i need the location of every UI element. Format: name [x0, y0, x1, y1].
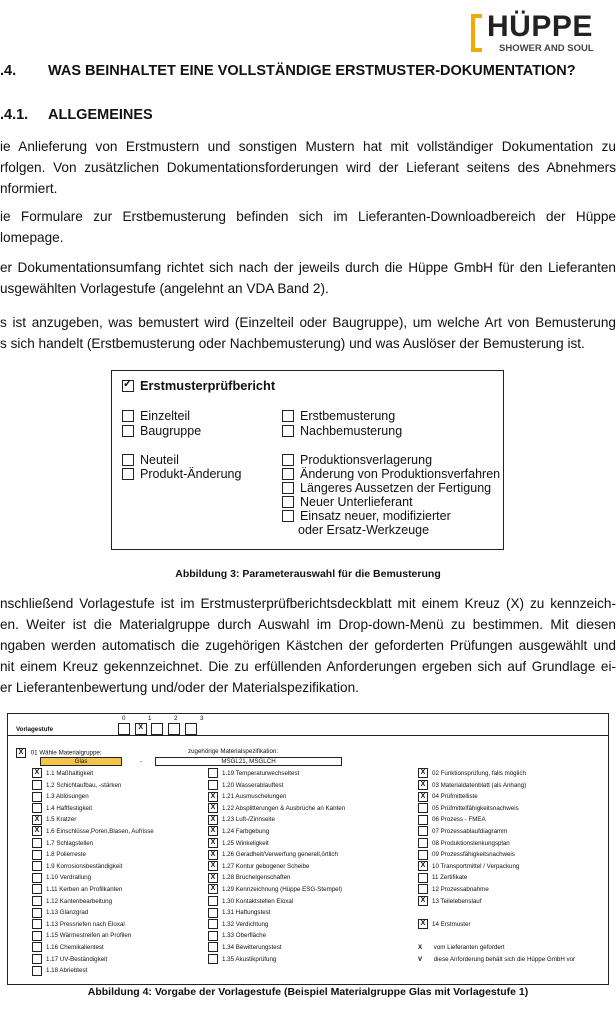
pruefung-row [208, 826, 269, 838]
pruefung-checkbox[interactable]: X [418, 780, 428, 790]
pruefung-checkbox[interactable]: X [208, 884, 218, 894]
checkbox-label: Änderung von Produktionsverfahren [300, 467, 501, 481]
section-number: .4. [0, 63, 17, 79]
material-check[interactable]: X [16, 748, 26, 758]
pruefung-label: 1.10 Verdrallung [46, 874, 92, 882]
pruefung-row [208, 954, 276, 966]
pruefung-label: 13 Teilelebenslauf [432, 897, 482, 905]
text-line: lomepage. [0, 230, 64, 245]
stufe-extra-box[interactable] [185, 723, 197, 735]
vorlagestufe-label: Vorlagestufe [16, 726, 54, 733]
legend-key: V [418, 956, 423, 963]
pruefung-label: 1.9 Korrosionsbeständigkeit [46, 862, 123, 870]
pruefung-checkbox[interactable]: X [418, 768, 428, 778]
pruefung-label: 1.20 Wasserablauftest [222, 781, 284, 789]
pruefung-checkbox[interactable] [208, 768, 218, 778]
pruefung-checkbox[interactable]: X [32, 815, 42, 825]
pruefung-checkbox[interactable] [418, 815, 428, 825]
pruefung-row [418, 872, 467, 884]
checkbox-aussetzen-fertigung[interactable] [282, 481, 491, 496]
checkbox-werkzeuge-label-2: oder Ersatz-Werkzeuge [298, 523, 430, 537]
pruefung-checkbox[interactable] [32, 850, 42, 860]
logo-tagline: SHOWER AND SOUL [499, 43, 594, 54]
pruefung-checkbox[interactable]: X [208, 838, 218, 848]
pruefung-checkbox[interactable] [32, 873, 42, 883]
pruefung-checkbox[interactable] [32, 861, 42, 871]
pruefung-checkbox[interactable] [418, 838, 428, 848]
checkbox-label: Längeres Aussetzen der Fertigung [300, 481, 492, 495]
pruefung-row [208, 791, 286, 803]
pruefung-row [418, 896, 481, 908]
checkbox-label: Baugruppe [140, 424, 202, 438]
pruefung-checkbox[interactable] [32, 792, 42, 802]
pruefung-row [32, 930, 131, 942]
pruefung-checkbox[interactable] [32, 780, 42, 790]
pruefung-label: 05 Prüfmittelfähigkeitsnachweis [432, 804, 519, 812]
checkbox-erstbemusterung[interactable] [282, 409, 395, 424]
pruefung-row [208, 907, 271, 919]
text-line: en. Weiter ist die Materialgruppe durch Auswahl im Drop-down-Menü zu bestimmen. Mit diesen [0, 617, 616, 632]
section-title: WAS BEINHALTET EINE VOLLSTÄNDIGE ERSTMUSTER-DOKUMENTATION? [48, 63, 576, 79]
pruefung-row [208, 872, 290, 884]
pruefung-row [418, 884, 489, 896]
pruefung-row [208, 768, 299, 780]
pruefung-row [208, 849, 338, 861]
pruefung-checkbox[interactable] [208, 919, 218, 929]
pruefung-label: 1.12 Kantenbearbeitung [46, 897, 113, 905]
pruefung-row [32, 791, 89, 803]
pruefung-row [418, 791, 478, 803]
material-label: 01 Wähle Materialgruppe: [30, 749, 102, 757]
spec-value: MSGL21, MSGLCH [155, 757, 342, 766]
figure3-caption: Abbildung 3: Parameterauswahl für die Bemusterung [175, 568, 441, 580]
stufe-2-box[interactable] [151, 723, 163, 735]
paragraph-5 [0, 593, 616, 698]
stufe-1-box[interactable]: X [135, 723, 147, 735]
pruefung-label: 1.24 Farbgebung [222, 828, 270, 835]
text-line: ie Formulare zur Erstbemusterung befinden sich im Lieferanten-Downloadbereich der Hüppe [0, 209, 616, 224]
pruefung-checkbox[interactable] [32, 966, 42, 976]
pruefung-row [32, 965, 87, 977]
pruefung-checkbox[interactable] [418, 803, 428, 813]
pruefung-row [32, 814, 76, 826]
pruefung-label: 1.7 Schlagstellen [46, 839, 94, 847]
pruefung-row [208, 803, 345, 815]
pruefung-checkbox[interactable]: X [418, 896, 428, 906]
checkbox-einzelteil[interactable] [122, 409, 190, 424]
pruefung-row [208, 838, 269, 850]
pruefung-label: 1.32 Verdichtung [222, 920, 269, 928]
pruefung-label: 11 Zertifikate [432, 874, 468, 882]
pruefung-row [208, 780, 283, 792]
pruefung-row [32, 780, 121, 792]
pruefung-row [418, 768, 526, 780]
text-line: ngaben werden automatisch die zugehörigen Kästchen der geforderten Prüfungen ausgewählt und [0, 638, 616, 653]
pruefung-label: 1.11 Kerben an Profilkanten [46, 886, 123, 893]
pruefung-label: 1.25 Winkeligkeit [222, 839, 269, 847]
checkbox-label: Produkt-Änderung [140, 467, 242, 481]
legend-item [418, 956, 575, 963]
text-line: er Dokumentationsumfang richtet sich nach der jeweils durch die Hüppe GmbH für den Lieferanten [0, 260, 616, 275]
checkbox-neuteil[interactable] [122, 453, 179, 468]
stufe-number: 0 [122, 715, 126, 722]
stufe-number: 2 [174, 715, 178, 722]
pruefung-row [32, 768, 93, 780]
text-line: ie Anlieferung von Erstmustern und sonstigen Mustern hat mit vollständiger Dokumentation zu [0, 139, 616, 154]
pruefung-checkbox[interactable] [32, 884, 42, 894]
paragraph-1 [0, 136, 616, 199]
pruefung-label: 12 Prozessabnahme [432, 886, 489, 893]
pruefung-label: 1.2 Schichtaufbau, -stärken [46, 781, 122, 789]
pruefung-label: 02 Funktionsprüfung, falls möglich [432, 770, 526, 777]
pruefung-row [418, 814, 486, 826]
pruefung-checkbox[interactable] [418, 826, 428, 836]
pruefung-label: 1.4 Haftfestigkeit [46, 804, 93, 812]
pruefung-label: 1.28 Bruchelgenschaften [222, 874, 291, 882]
pruefung-row [32, 826, 154, 838]
paragraph-3 [0, 257, 616, 299]
stufe-boxes [118, 723, 200, 735]
checkbox-neuer-unterlieferant[interactable] [282, 495, 413, 510]
pruefung-label: 1.33 Oberfläche [222, 932, 267, 940]
material-value: Glas [40, 757, 122, 766]
pruefung-label: 07 Prozessablaufdiagramm [432, 828, 508, 835]
pruefung-checkbox[interactable] [208, 780, 218, 790]
legend-key: X [418, 944, 423, 951]
pruefung-row [32, 954, 107, 966]
pruefung-row [208, 942, 282, 954]
pruefung-checkbox[interactable]: X [208, 826, 218, 836]
paragraph-2 [0, 206, 616, 248]
text-line: nformiert. [0, 181, 58, 196]
checkbox-produkt-aenderung[interactable] [122, 467, 241, 482]
pruefung-checkbox[interactable]: X [208, 873, 218, 883]
pruefung-row [32, 884, 122, 896]
figure-vorlagestufe-form [7, 713, 609, 985]
pruefung-label: 1.29 Kennzeichnung (Hüppe ESG-Stempel) [222, 886, 343, 893]
text-line: s sich handelt (Erstbemusterung oder Nachbemusterung) und was Auslöser der Bemusterung ist. [0, 336, 585, 351]
spec-label: zugehörige Materialspezifikation: [188, 748, 279, 755]
pruefung-label: 1.18 Abriebtest [46, 967, 88, 975]
pruefung-checkbox[interactable]: X [208, 815, 218, 825]
pruefung-checkbox[interactable] [32, 803, 42, 813]
pruefung-checkbox[interactable] [418, 873, 428, 883]
pruefung-checkbox[interactable] [32, 838, 42, 848]
pruefung-row [32, 896, 112, 908]
pruefung-checkbox[interactable]: X [208, 803, 218, 813]
checkbox-verfahrensaenderung[interactable] [282, 467, 500, 482]
pruefung-label: 1.16 Chemikalientest [46, 944, 104, 951]
checkbox-werkzeuge[interactable] [282, 509, 451, 524]
pruefung-row [418, 861, 519, 873]
legend-text: vom Lieferanten gefordert [433, 944, 505, 951]
pruefung-label: 1.26 Geradheit/Verwerfung generell,örtlich [222, 851, 338, 859]
pruefung-checkbox[interactable] [32, 896, 42, 906]
text-line: usgewählten Vorlagestufe (angelehnt an VDA Band 2). [0, 281, 329, 296]
pruefung-row [208, 919, 268, 931]
pruefung-label: 1.35 Akustikprüfung [222, 955, 277, 963]
pruefung-label: 1.6 Einschlüsse,Poren,Blasen, Aufrisse [46, 828, 154, 835]
pruefung-checkbox[interactable] [208, 896, 218, 906]
logo-brand: HÜPPE [487, 10, 593, 43]
checkbox-nachbemusterung[interactable] [282, 424, 402, 439]
pruefung-label: 04 Prüfmittelliste [432, 793, 478, 801]
pruefung-row [208, 884, 342, 896]
pruefung-checkbox[interactable] [208, 908, 218, 918]
pruefung-label: 1.27 Kontur gebogener Scheibe [222, 862, 310, 870]
stufe-3-box[interactable] [168, 723, 180, 735]
subsection-number: .4.1. [0, 107, 29, 123]
pruefung-row [32, 849, 86, 861]
pruefung-label: 1.31 Haftungstest [222, 909, 271, 917]
pruefung-row [418, 803, 519, 815]
pruefung-checkbox[interactable] [208, 942, 218, 952]
pruefung-label: 1.13 Glanzgrad [46, 909, 89, 917]
checkbox-label: Einzelteil [140, 409, 191, 423]
pruefung-checkbox[interactable] [208, 954, 218, 964]
checkbox-produktionsverlagerung[interactable] [282, 453, 432, 468]
pruefung-checkbox[interactable]: X [32, 826, 42, 836]
text-line: s ist anzugeben, was bemustert wird (Einzelteil oder Baugruppe), um welche Art von Bemusterung [0, 315, 616, 330]
pruefung-row [32, 803, 92, 815]
text-line: er Lieferantenbewertung und/oder der Materialspezifikation. [0, 680, 359, 695]
checkbox-label: Erstbemusterung [300, 409, 396, 423]
pruefung-label: 1.1 Maßhaltigkeit [46, 770, 94, 777]
pruefung-checkbox[interactable]: X [208, 792, 218, 802]
pruefung-row [208, 930, 266, 942]
text-line: nit einem Kreuz gekennzeichnet. Die zu erfüllenden Anforderungen ergeben sich auf Grundlage ei- [0, 659, 616, 674]
pruefung-row [418, 780, 526, 792]
erstmusterpruefbericht-checkbox[interactable] [122, 379, 275, 394]
pruefung-label: 1.19 Temperaturwechseltest [222, 770, 300, 777]
spec-field [155, 757, 342, 766]
pruefung-label: 1.34 Bewitterungstest [222, 944, 282, 951]
checkbox-label: Neuteil [140, 453, 179, 467]
pruefung-checkbox[interactable] [32, 908, 42, 918]
pruefung-label: 1.17 UV-Beständigkeit [46, 955, 108, 963]
pruefung-checkbox[interactable] [418, 850, 428, 860]
checkbox-label: Einsatz neuer, modifizierter [300, 509, 451, 523]
pruefung-row [32, 919, 125, 931]
figure4-caption: Abbildung 4: Vorgabe der Vorlagestufe (Beispiel Materialgruppe Glas mit Vorlagestufe 1) [87, 986, 529, 998]
pruefung-row [32, 838, 93, 850]
material-dropdown[interactable] [40, 757, 122, 766]
pruefung-checkbox[interactable] [32, 954, 42, 964]
pruefung-label: 1.15 Wärmestreifen an Profilen [46, 932, 132, 940]
stufe-number: 1 [148, 715, 152, 722]
pruefung-row [418, 919, 471, 931]
pruefung-label: 14 Erstmuster [432, 920, 471, 928]
pruefung-checkbox[interactable]: X [32, 768, 42, 778]
checkbox-baugruppe[interactable] [122, 424, 201, 439]
pruefung-label: 1.5 Kratzer [46, 816, 77, 824]
pruefung-checkbox[interactable] [208, 931, 218, 941]
logo-bracket-icon [470, 14, 484, 52]
stufe-number: 3 [200, 715, 204, 722]
checkbox-label: Neuer Unterlieferant [300, 495, 413, 509]
pruefung-checkbox[interactable]: X [208, 850, 218, 860]
paragraph-4 [0, 312, 616, 354]
pruefung-label: 1.13 Pressriefen nach Eloxal [46, 920, 125, 928]
pruefung-row [32, 907, 88, 919]
pruefung-checkbox[interactable]: X [418, 919, 428, 929]
pruefung-row [32, 861, 122, 873]
pruefung-label: 1.30 Kontaktstellen Eloxal [222, 897, 294, 905]
checkbox-label: Produktionsverlagerung [300, 453, 433, 467]
pruefung-label: 1.23 Luft-/Zinnseite [222, 816, 275, 824]
pruefung-label: 08 Produktionslenkungsplan [432, 839, 510, 847]
pruefung-label: 06 Prozess - FMEA [432, 816, 486, 824]
pruefung-label: 1.21 Ausmuschelungen [222, 793, 287, 801]
pruefung-row [418, 826, 507, 838]
pruefung-row [208, 861, 309, 873]
divider [8, 735, 608, 736]
pruefung-checkbox[interactable]: X [418, 861, 428, 871]
pruefung-row [208, 896, 293, 908]
pruefung-checkbox[interactable]: X [208, 861, 218, 871]
pruefung-checkbox[interactable]: X [418, 792, 428, 802]
dash: - [140, 758, 143, 765]
pruefung-checkbox[interactable] [32, 919, 42, 929]
subsection-title: ALLGEMEINES [48, 107, 153, 123]
pruefung-row [418, 849, 515, 861]
text-line: rfolgen. Von zusätzlichen Dokumentationsforderungen wird der Lieferant seitens des Abnehmers [0, 160, 616, 175]
pruefung-label: 10 Transportmittel / Verpackung [432, 862, 520, 870]
pruefung-checkbox[interactable] [32, 942, 42, 952]
figure3-title: Erstmusterprüfbericht [140, 378, 276, 393]
pruefung-label: 09 Prozessfähigkeitsnachweis [432, 851, 515, 859]
legend-text: diese Anforderung behält sich die Hüppe GmbH vor [433, 956, 576, 963]
pruefung-row [32, 942, 104, 954]
pruefung-label: 1.8 Polierreste [46, 851, 86, 859]
pruefung-row [208, 814, 275, 826]
pruefung-row [418, 838, 510, 850]
stufe-0-box[interactable] [118, 723, 130, 735]
pruefung-label: 03 Materialdatenblatt (als Anhang) [432, 781, 527, 789]
pruefung-row [32, 872, 91, 884]
pruefung-checkbox[interactable] [418, 884, 428, 894]
figure-parameter-selection [111, 370, 504, 550]
pruefung-checkbox[interactable] [32, 931, 42, 941]
checkbox-label: Nachbemusterung [300, 424, 403, 438]
text-line: nschließend Vorlagestufe ist im Erstmusterprüfberichtsdeckblatt mit einem Kreuz (X) zu kennzeich- [0, 596, 616, 611]
pruefung-label: 1.3 Ablösungen [46, 793, 89, 801]
legend-item [418, 944, 505, 951]
company-logo [470, 10, 610, 55]
pruefung-label: 1.22 Absplitterungen & Ausbrüche an Kanten [222, 804, 346, 812]
